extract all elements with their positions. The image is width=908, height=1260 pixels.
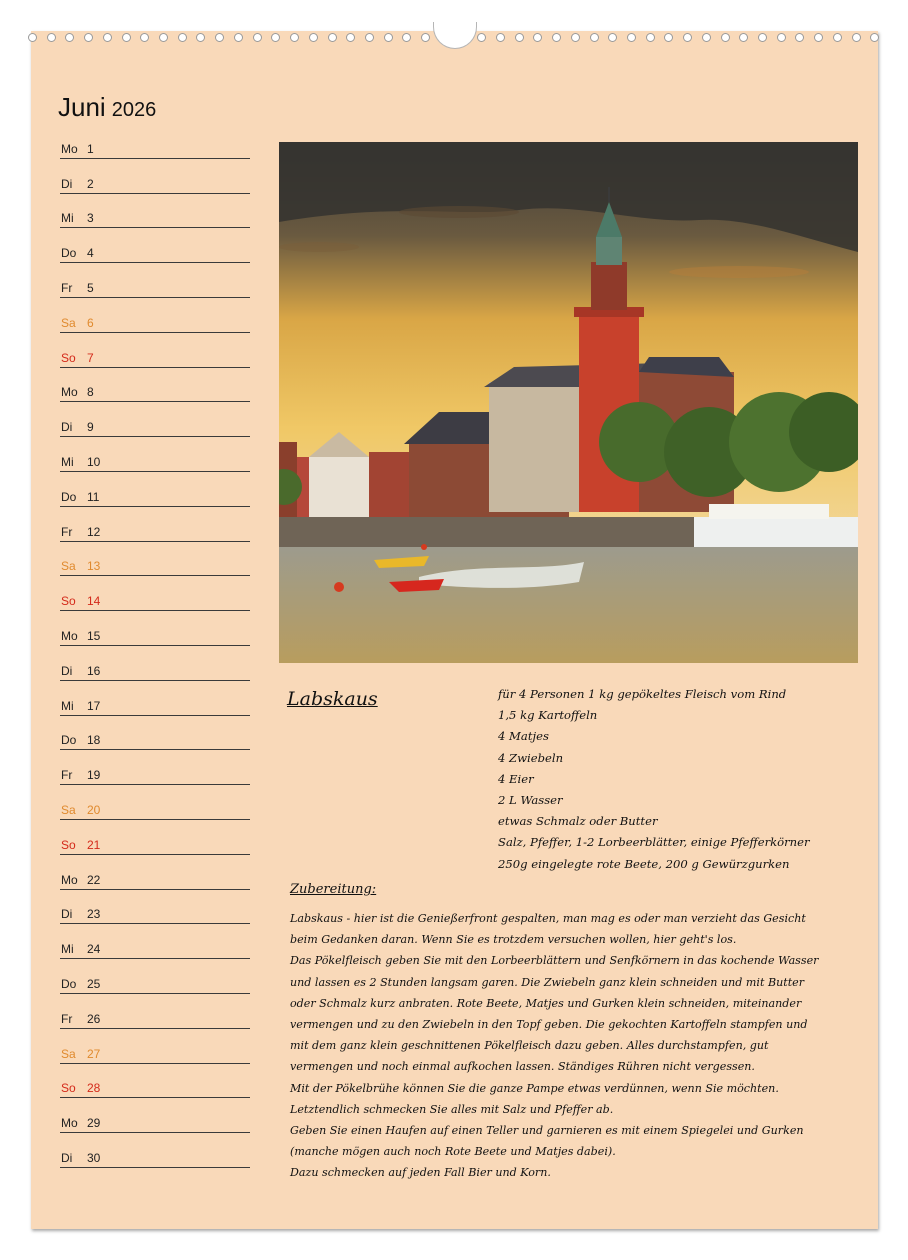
- preparation-line: Mit der Pökelbrühe können Sie die ganze Pampe etwas verdünnen, wenn Sie möchten.: [290, 1081, 779, 1095]
- ingredient-item: 2 L Wasser: [498, 793, 563, 808]
- weekday-label: Di: [61, 1150, 73, 1165]
- ingredient-item: 4 Matjes: [498, 729, 549, 744]
- day-row: [60, 890, 250, 925]
- weekday-label: Mi: [61, 942, 74, 957]
- day-number: 7: [87, 350, 94, 365]
- day-number: 17: [87, 698, 101, 713]
- preparation-text: [290, 908, 850, 1184]
- day-number: 1: [87, 141, 94, 156]
- ingredient-item: etwas Schmalz oder Butter: [498, 814, 658, 829]
- day-number: 9: [87, 420, 94, 435]
- day-number: 11: [87, 489, 100, 504]
- weekday-label: Di: [61, 176, 73, 191]
- day-row: [60, 785, 250, 820]
- ingredient-item: 250g eingelegte rote Beete, 200 g Gewürzgurken: [498, 856, 790, 871]
- weekday-label: Fr: [61, 768, 73, 783]
- day-number: 5: [87, 280, 94, 295]
- weekday-label: Mo: [61, 1116, 78, 1131]
- day-row: [60, 855, 250, 890]
- weekday-label: Di: [61, 907, 73, 922]
- day-row: [60, 194, 250, 229]
- preparation-heading: Zubereitung:: [290, 882, 377, 897]
- day-number: 19: [87, 768, 101, 783]
- weekday-label: Mi: [61, 211, 74, 226]
- day-number: 12: [87, 524, 101, 539]
- day-row: [60, 402, 250, 437]
- ingredient-item: Salz, Pfeffer, 1-2 Lorbeerblätter, einige Pfefferkörner: [498, 835, 810, 850]
- preparation-line: beim Gedanken daran. Wenn Sie es trotzdem versuchen wollen, hier geht's los.: [290, 933, 737, 947]
- day-row: [60, 1133, 250, 1168]
- day-number: 4: [87, 246, 94, 261]
- day-number: 25: [87, 976, 101, 991]
- day-row: [60, 159, 250, 194]
- weekday-label: Do: [61, 246, 77, 261]
- day-number: 20: [87, 802, 101, 817]
- day-row: [60, 681, 250, 716]
- day-row: [60, 820, 250, 855]
- preparation-line: Letztendlich schmecken Sie alles mit Salz und Pfeffer ab.: [290, 1102, 614, 1116]
- ingredient-item: 1,5 kg Kartoffeln: [498, 708, 598, 723]
- weekday-label: Fr: [61, 1011, 73, 1026]
- weekday-label: Fr: [61, 524, 73, 539]
- preparation-line: oder Schmalz kurz anbraten. Rote Beete, Matjes und Gurken klein schneiden, miteinander: [290, 996, 802, 1010]
- day-number: 23: [87, 907, 101, 922]
- weekday-label: So: [61, 1081, 76, 1096]
- weekday-label: Fr: [61, 280, 73, 295]
- weekday-label: Mi: [61, 698, 74, 713]
- day-row: [60, 994, 250, 1029]
- weekday-label: Do: [61, 976, 77, 991]
- day-row: [60, 368, 250, 403]
- day-number: 18: [87, 733, 101, 748]
- day-row: [60, 542, 250, 577]
- weekday-label: Mo: [61, 628, 78, 643]
- recipe-title: Labskaus: [287, 688, 378, 710]
- weekday-label: Do: [61, 733, 77, 748]
- day-number: 27: [87, 1046, 101, 1061]
- day-number: 13: [87, 559, 101, 574]
- day-number: 2: [87, 176, 94, 191]
- day-row: [60, 716, 250, 751]
- weekday-label: Di: [61, 663, 73, 678]
- day-row: [60, 611, 250, 646]
- day-row: [60, 576, 250, 611]
- preparation-line: Dazu schmecken auf jeden Fall Bier und Korn.: [290, 1166, 551, 1180]
- day-row: [60, 437, 250, 472]
- day-number: 14: [87, 594, 101, 609]
- day-row: [60, 298, 250, 333]
- day-number: 16: [87, 663, 101, 678]
- day-row: [60, 263, 250, 298]
- day-number: 28: [87, 1081, 101, 1096]
- day-row: [60, 1029, 250, 1064]
- day-number: 26: [87, 1011, 101, 1026]
- preparation-line: Das Pökelfleisch geben Sie mit den Lorbeerblättern und Senfkörnern in das kochende Wasser: [290, 954, 819, 968]
- day-row: [60, 1064, 250, 1099]
- day-row: [60, 959, 250, 994]
- day-number: 21: [87, 837, 101, 852]
- preparation-line: (manche mögen auch noch Rote Beete und Matjes dabei).: [290, 1145, 616, 1159]
- month-title: [58, 92, 156, 123]
- day-row: [60, 124, 250, 159]
- preparation-line: vermengen und zu den Zwiebeln in den Topf geben. Die gekochten Kartoffeln stampfen und: [290, 1018, 808, 1032]
- ingredient-item: für 4 Personen 1 kg gepökeltes Fleisch vom Rind: [498, 687, 787, 701]
- ingredient-item: 4 Zwiebeln: [498, 750, 564, 765]
- ingredient-item: 4 Eier: [498, 771, 534, 786]
- day-number: 22: [87, 872, 101, 887]
- day-row: [60, 228, 250, 263]
- day-row: [60, 507, 250, 542]
- day-row: [60, 646, 250, 681]
- day-number: 3: [87, 211, 94, 226]
- day-list: [60, 124, 250, 1168]
- day-number: 8: [87, 385, 94, 400]
- ingredient-list: [498, 684, 848, 875]
- preparation-line: und lassen es 2 Stunden langsam garen. Die Zwiebeln ganz klein schneiden und mit Butter: [290, 975, 805, 989]
- preparation-line: Geben Sie einen Haufen auf einen Teller und garnieren es mit einem Spiegelei und Gurken: [290, 1124, 804, 1138]
- weekday-label: Mi: [61, 454, 74, 469]
- weekday-label: Mo: [61, 872, 78, 887]
- day-row: [60, 333, 250, 368]
- day-row: [60, 1098, 250, 1133]
- month-name: Juni: [58, 92, 106, 122]
- year-label: 2026: [111, 99, 157, 121]
- weekday-label: Mo: [61, 141, 78, 156]
- weekday-label: Sa: [61, 802, 76, 817]
- day-number: 24: [87, 942, 101, 957]
- weekday-label: Sa: [61, 315, 76, 330]
- day-number: 30: [87, 1150, 101, 1165]
- weekday-label: Di: [61, 420, 73, 435]
- day-number: 15: [87, 628, 101, 643]
- day-number: 6: [87, 315, 94, 330]
- day-number: 29: [87, 1116, 101, 1131]
- day-row: [60, 472, 250, 507]
- weekday-label: Sa: [61, 559, 76, 574]
- harbor-town-hall-photo: [279, 142, 858, 663]
- weekday-label: So: [61, 350, 76, 365]
- preparation-line: mit dem ganz klein geschnittenen Pökelfleisch dazu geben. Alles durchstampfen, gut: [290, 1039, 769, 1053]
- weekday-label: So: [61, 837, 76, 852]
- day-row: [60, 924, 250, 959]
- weekday-label: Do: [61, 489, 77, 504]
- day-row: [60, 750, 250, 785]
- preparation-line: vermengen und noch einmal aufkochen lassen. Ständiges Rühren nicht vergessen.: [290, 1060, 755, 1074]
- preparation-line: Labskaus - hier ist die Genießerfront gespalten, man mag es oder man verzieht das Gesicht: [290, 912, 806, 925]
- day-number: 10: [87, 454, 101, 469]
- weekday-label: Sa: [61, 1046, 76, 1061]
- weekday-label: So: [61, 594, 76, 609]
- weekday-label: Mo: [61, 385, 78, 400]
